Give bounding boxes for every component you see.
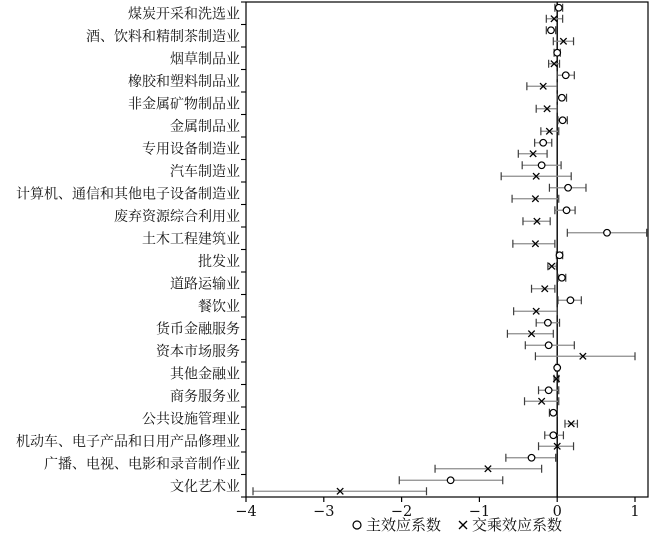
main-effect-marker	[555, 4, 562, 11]
category-label: 烟草制品业	[170, 51, 240, 68]
x-axis-tick-label: −2	[390, 504, 413, 520]
main-effect-marker	[554, 364, 561, 371]
main-effect-marker	[567, 297, 574, 304]
category-label: 广播、电视、电影和录音制作业	[44, 456, 240, 473]
category-label: 废弃资源综合利用业	[114, 208, 240, 225]
category-label: 橡胶和塑料制品业	[128, 73, 240, 90]
category-label: 酒、饮料和精制茶制造业	[86, 28, 240, 45]
category-label: 其他金融业	[170, 366, 240, 383]
main-effect-marker	[554, 49, 561, 56]
main-effect-marker	[559, 274, 566, 281]
main-effect-marker	[545, 319, 552, 326]
main-effect-marker	[528, 454, 535, 461]
category-label: 批发业	[198, 253, 240, 270]
main-effect-marker	[562, 72, 569, 79]
category-label: 汽车制造业	[170, 163, 240, 180]
main-effect-marker	[550, 432, 557, 439]
category-label: 餐饮业	[198, 298, 240, 315]
main-effect-marker	[556, 252, 563, 259]
main-effect-marker	[538, 162, 545, 169]
main-effect-marker	[559, 117, 566, 124]
legend-main-effect-icon	[353, 521, 361, 529]
category-label: 煤炭开采和洗选业	[128, 6, 240, 23]
category-label: 机动车、电子产品和日用产品修理业	[16, 433, 240, 450]
category-label: 专用设备制造业	[142, 141, 240, 158]
main-effect-marker	[559, 94, 566, 101]
main-effect-marker	[540, 139, 547, 146]
category-label: 道路运输业	[170, 276, 240, 293]
category-label: 文化艺术业	[170, 478, 240, 495]
category-label: 土木工程建筑业	[142, 231, 240, 248]
category-label: 计算机、通信和其他电子设备制造业	[16, 186, 240, 203]
main-effect-marker	[563, 207, 570, 214]
main-effect-marker	[545, 387, 552, 394]
legend-main-effect-label: 主效应系数	[366, 516, 442, 534]
x-axis-tick-label: −4	[235, 504, 257, 520]
legend-interaction-effect-label: 交乘效应系数	[472, 516, 563, 534]
main-effect-marker	[548, 27, 555, 34]
main-effect-marker	[447, 477, 454, 484]
category-label: 金属制品业	[170, 118, 240, 135]
x-axis-tick-label: 0	[552, 504, 562, 520]
category-label: 资本市场服务	[156, 343, 240, 360]
plot-frame	[246, 2, 648, 497]
category-label: 公共设施管理业	[142, 411, 240, 428]
main-effect-marker	[565, 184, 572, 191]
main-effect-marker	[604, 229, 611, 236]
main-effect-marker	[550, 409, 557, 416]
x-axis-tick-label: 1	[630, 504, 640, 520]
x-axis-tick-label: −3	[313, 504, 335, 520]
x-axis-tick-label: −1	[468, 504, 491, 520]
main-effect-marker	[545, 342, 552, 349]
category-label: 货币金融服务	[156, 321, 240, 338]
category-label: 非金属矿物制品业	[128, 96, 240, 113]
category-label: 商务服务业	[170, 388, 240, 405]
